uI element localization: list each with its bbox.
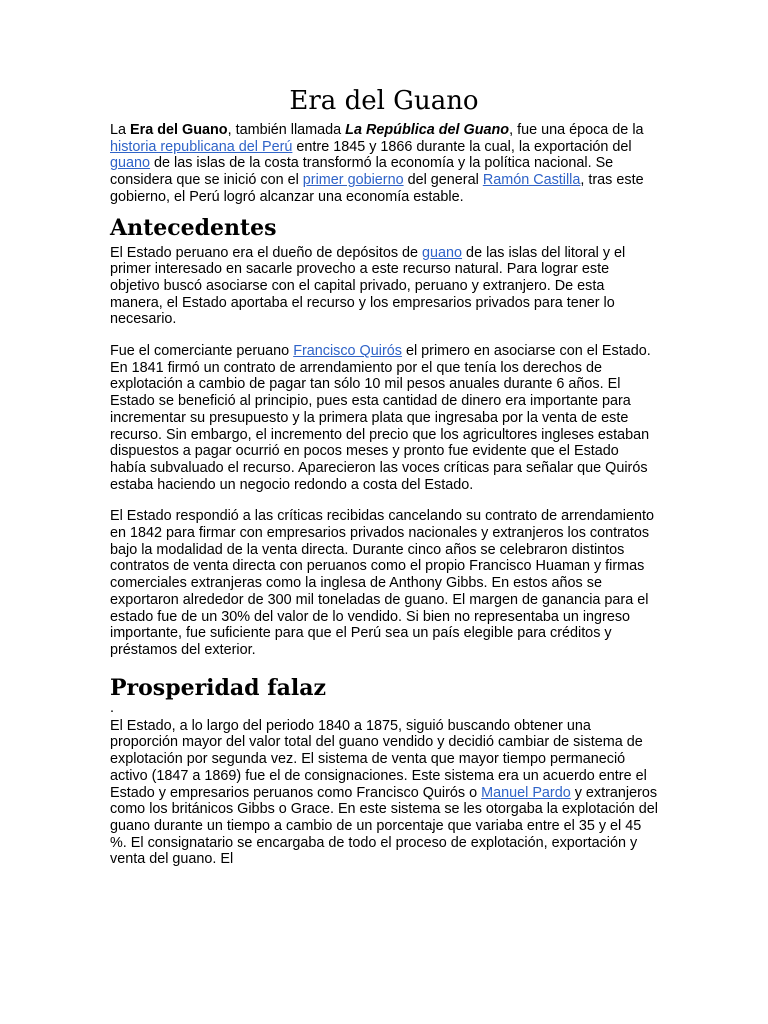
text-run: y extranjeros como los británicos Gibbs o Grace. En este sistema se les otorgaba la explotación del guano durante un tiempo a cambio de un porcentaje que variaba entre el 35 y el 45 %. El consignatario se encargaba de todo el proceso de explotación, exportación y venta del guano. El xyxy=(110,784,658,868)
text-run: el primero en asociarse con el Estado. En 1841 firmó un contrato de arrendamiento por el que tenía los derechos de explotación a cambio de pagar tan sólo 10 mil pesos anuales durante 6 años. El Estado se benefició al principio, pues esta cantidad de dinero era importante para incrementar su presupuesto y la primera plata que ingresaba por la venta de este recurso. Sin embargo, el incremento del precio que los agricultores ingleses estaban dispuestos a pagar ocurrió en pocos meses y pronto fue evidente que el Estado había subvaluado el recurso. Aparecieron las voces críticas para señalar que Quirós estaba haciendo un negocio redondo a costa del Estado. xyxy=(110,343,651,493)
body-paragraph xyxy=(110,343,658,493)
link-historia-republicana[interactable]: historia republicana del Perú xyxy=(110,138,293,155)
text-run: La xyxy=(110,122,131,138)
text-run: , también llamada xyxy=(227,122,346,138)
page-title: Era del Guano xyxy=(289,86,479,116)
bold-italic-term: La República del Guano xyxy=(345,122,510,138)
link-ramon-castilla[interactable]: Ramón Castilla xyxy=(482,172,581,189)
link-manuel-pardo[interactable]: Manuel Pardo xyxy=(481,784,571,801)
text-run: , tras este gobierno, el Perú logró alcanzar una economía estable. xyxy=(110,172,644,205)
text-run: de las islas de la costa transformó la economía y la política nacional. Se considera que se inició con el xyxy=(110,155,614,189)
text-run: Fue el comerciante peruano xyxy=(110,343,294,360)
text-run: de las islas del litoral y el primer interesado en sacarle provecho a este recurso natural. Para lograr este objetivo buscó asociarse con el capital privado, peruano y extranjero. De esta manera, el Estado aportaba el recurso y los empresarios privados para tener lo necesario. xyxy=(110,244,626,328)
section-heading-antecedentes: Antecedentes xyxy=(110,214,277,241)
link-guano[interactable]: guano xyxy=(422,244,463,261)
text-run: , fue una época de la xyxy=(509,122,644,138)
text-run: El Estado, a lo largo del periodo 1840 a 1875, siguió buscando obtener una proporción mayor del valor total del guano vendido y decidió cambiar de sistema de explotación por segunda vez. El sistema de venta que mayor tiempo permaneció activo (1847 a 1869) fue el de consignaciones. Este sistema era un acuerdo entre el Estado y empresarios peruanos como Francisco Quirós o xyxy=(110,717,647,801)
stray-dot: . xyxy=(110,699,114,716)
text-run: entre 1845 y 1866 durante la cual, la exportación del xyxy=(292,138,632,155)
body-paragraph xyxy=(110,718,658,868)
body-paragraph xyxy=(110,508,658,658)
link-primer-gobierno[interactable]: primer gobierno xyxy=(302,172,404,189)
section-heading-prosperidad-falaz: Prosperidad falaz xyxy=(110,674,327,701)
link-francisco-quiros[interactable]: Francisco Quirós xyxy=(293,343,402,360)
bold-term: Era del Guano xyxy=(130,122,228,138)
text-run: del general xyxy=(403,172,483,189)
document-page xyxy=(110,84,658,883)
text-run: El Estado respondió a las críticas recibidas cancelando su contrato de arrendamiento en 1842 para firmar con empresarios privados nacionales y extranjeros los contratos bajo la modalidad de la venta directa. Durante cinco años se celebraron distintos contratos de venta directa con peruanos como el propio Francisco Huaman y firmas comerciales extranjeras como la inglesa de Anthony Gibbs. En estos años se exportaron alrededor de 300 mil toneladas de guano. El margen de ganancia para el estado fue de un 30% del valor de lo vendido. Si bien no representaba un ingreso importante, fue suficiente para que el Perú sea un país elegible para créditos y préstamos del exterior. xyxy=(110,508,654,658)
link-guano[interactable]: guano xyxy=(110,155,151,172)
text-run: El Estado peruano era el dueño de depósitos de xyxy=(110,244,423,261)
intro-paragraph xyxy=(110,122,658,206)
body-paragraph xyxy=(110,245,658,329)
